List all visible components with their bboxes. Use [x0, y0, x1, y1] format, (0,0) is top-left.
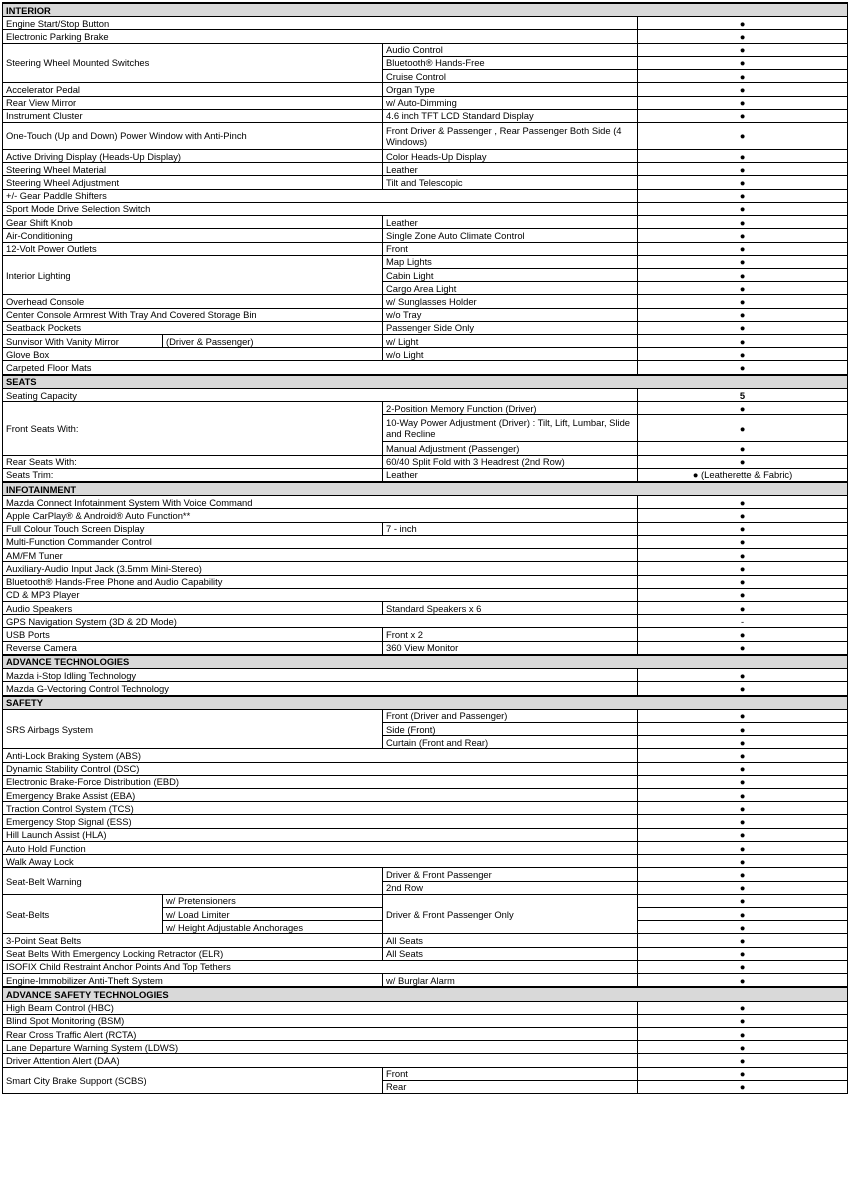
table-row [3, 17, 848, 30]
standard-mark: ● (Leatherette & Fabric) [638, 468, 848, 482]
feature-label: 3-Point Seat Belts [3, 934, 383, 947]
feature-label: Rear Cross Traffic Alert (RCTA) [3, 1027, 638, 1040]
feature-label: +/- Gear Paddle Shifters [3, 189, 638, 202]
feature-label: Interior Lighting [3, 255, 383, 295]
feature-detail: 2-Position Memory Function (Driver) [383, 402, 638, 415]
standard-mark: ● [638, 282, 848, 295]
section-header-advance-safety-technologies [3, 987, 848, 1001]
feature-label: Engine Start/Stop Button [3, 17, 638, 30]
feature-label: Rear Seats With: [3, 455, 383, 468]
standard-mark: ● [638, 628, 848, 641]
feature-detail: Leather [383, 216, 638, 229]
feature-label: Steering Wheel Material [3, 163, 383, 176]
standard-mark: ● [638, 815, 848, 828]
feature-detail: Rear [383, 1080, 638, 1093]
feature-detail: Driver & Front Passenger [383, 868, 638, 881]
table-row [3, 535, 848, 548]
feature-detail: w/ Burglar Alarm [383, 974, 638, 988]
table-row [3, 974, 848, 988]
feature-detail: Organ Type [383, 83, 638, 96]
table-row [3, 163, 848, 176]
table-row [3, 960, 848, 973]
standard-mark: ● [638, 736, 848, 749]
table-row [3, 202, 848, 215]
standard-mark: ● [638, 216, 848, 229]
feature-label: Traction Control System (TCS) [3, 802, 638, 815]
table-row [3, 709, 848, 722]
standard-mark: ● [638, 122, 848, 149]
table-row [3, 841, 848, 854]
table-row [3, 229, 848, 242]
feature-label: Full Colour Touch Screen Display [3, 522, 383, 535]
section-header-interior [3, 3, 848, 17]
section-header-safety [3, 696, 848, 710]
feature-label: Electronic Parking Brake [3, 30, 638, 43]
section-title: SAFETY [3, 696, 848, 710]
feature-detail: Cargo Area Light [383, 282, 638, 295]
table-row [3, 122, 848, 149]
table-row [3, 509, 848, 522]
feature-label: Emergency Stop Signal (ESS) [3, 815, 638, 828]
standard-mark: ● [638, 1054, 848, 1067]
table-row [3, 149, 848, 162]
feature-label: Steering Wheel Adjustment [3, 176, 383, 189]
standard-mark: ● [638, 43, 848, 56]
feature-detail: Tilt and Telescopic [383, 176, 638, 189]
feature-label: Multi-Function Commander Control [3, 535, 638, 548]
standard-mark: ● [638, 335, 848, 348]
table-row [3, 388, 848, 401]
standard-mark: ● [638, 308, 848, 321]
table-row [3, 789, 848, 802]
feature-label: Audio Speakers [3, 601, 383, 614]
standard-mark: ● [638, 641, 848, 655]
standard-mark: ● [638, 415, 848, 442]
feature-detail: Leather [383, 468, 638, 482]
standard-mark: ● [638, 202, 848, 215]
feature-detail: Front (Driver and Passenger) [383, 709, 638, 722]
feature-label: Engine-Immobilizer Anti-Theft System [3, 974, 383, 988]
standard-mark: ● [638, 96, 848, 109]
table-row [3, 361, 848, 375]
feature-detail: w/ Light [383, 335, 638, 348]
feature-label: Front Seats With: [3, 402, 383, 455]
table-row [3, 1027, 848, 1040]
feature-detail: All Seats [383, 947, 638, 960]
standard-mark: ● [638, 176, 848, 189]
standard-mark: ● [638, 522, 848, 535]
section-header-advance-technologies [3, 655, 848, 669]
standard-mark: ● [638, 348, 848, 361]
standard-mark: ● [638, 535, 848, 548]
table-row [3, 549, 848, 562]
section-header-seats [3, 375, 848, 389]
feature-label: Glove Box [3, 348, 383, 361]
feature-detail: w/o Tray [383, 308, 638, 321]
table-row [3, 615, 848, 628]
standard-mark: ● [638, 70, 848, 83]
feature-label: Bluetooth® Hands-Free Phone and Audio Capability [3, 575, 638, 588]
feature-label: Steering Wheel Mounted Switches [3, 43, 383, 83]
table-row [3, 402, 848, 415]
table-row [3, 255, 848, 268]
section-title: ADVANCE SAFETY TECHNOLOGIES [3, 987, 848, 1001]
feature-sub-label: w/ Pretensioners [163, 894, 383, 907]
feature-detail: w/ Auto-Dimming [383, 96, 638, 109]
standard-mark: ● [638, 881, 848, 894]
feature-label: Overhead Console [3, 295, 383, 308]
feature-label: Lane Departure Warning System (LDWS) [3, 1041, 638, 1054]
feature-label: Mazda Connect Infotainment System With Voice Command [3, 496, 638, 509]
standard-mark: ● [638, 321, 848, 334]
table-row [3, 934, 848, 947]
feature-label: Anti-Lock Braking System (ABS) [3, 749, 638, 762]
table-row [3, 868, 848, 881]
section-title: INFOTAINMENT [3, 482, 848, 496]
section-title: ADVANCE TECHNOLOGIES [3, 655, 848, 669]
standard-mark: ● [638, 669, 848, 682]
table-row [3, 30, 848, 43]
table-row [3, 96, 848, 109]
feature-label: Seat Belts With Emergency Locking Retractor (ELR) [3, 947, 383, 960]
table-row [3, 1054, 848, 1067]
standard-mark: ● [638, 562, 848, 575]
standard-mark: ● [638, 549, 848, 562]
table-row [3, 522, 848, 535]
feature-detail: Leather [383, 163, 638, 176]
feature-label: Smart City Brake Support (SCBS) [3, 1067, 383, 1093]
standard-mark: ● [638, 588, 848, 601]
standard-mark: ● [638, 828, 848, 841]
standard-mark: ● [638, 894, 848, 907]
feature-detail: Passenger Side Only [383, 321, 638, 334]
standard-mark: ● [638, 17, 848, 30]
table-row [3, 1067, 848, 1080]
table-row [3, 762, 848, 775]
feature-label: Accelerator Pedal [3, 83, 383, 96]
standard-mark: ● [638, 1001, 848, 1014]
standard-mark: ● [638, 934, 848, 947]
table-row [3, 468, 848, 482]
standard-mark: ● [638, 496, 848, 509]
table-row [3, 894, 848, 907]
table-row [3, 947, 848, 960]
feature-sub-label: (Driver & Passenger) [163, 335, 383, 348]
standard-mark: ● [638, 268, 848, 281]
table-row [3, 176, 848, 189]
standard-mark: ● [638, 1027, 848, 1040]
feature-label: Hill Launch Assist (HLA) [3, 828, 638, 841]
standard-mark: ● [638, 149, 848, 162]
feature-detail: Cruise Control [383, 70, 638, 83]
table-row [3, 189, 848, 202]
table-row [3, 749, 848, 762]
feature-detail: Side (Front) [383, 722, 638, 735]
table-row [3, 628, 848, 641]
feature-label: Reverse Camera [3, 641, 383, 655]
spec-table [2, 2, 848, 1094]
feature-label: Carpeted Floor Mats [3, 361, 638, 375]
table-row [3, 682, 848, 696]
feature-label: Mazda G-Vectoring Control Technology [3, 682, 638, 696]
feature-detail: Bluetooth® Hands-Free [383, 56, 638, 69]
table-row [3, 348, 848, 361]
standard-mark: ● [638, 868, 848, 881]
standard-mark: ● [638, 189, 848, 202]
table-row [3, 321, 848, 334]
feature-label: Gear Shift Knob [3, 216, 383, 229]
feature-detail: 60/40 Split Fold with 3 Headrest (2nd Row) [383, 455, 638, 468]
feature-detail: 4.6 inch TFT LCD Standard Display [383, 109, 638, 122]
table-row [3, 1001, 848, 1014]
feature-detail: All Seats [383, 934, 638, 947]
feature-label: Driver Attention Alert (DAA) [3, 1054, 638, 1067]
feature-sub-label: w/ Height Adjustable Anchorages [163, 921, 383, 934]
feature-label: Emergency Brake Assist (EBA) [3, 789, 638, 802]
table-row [3, 455, 848, 468]
table-row [3, 855, 848, 868]
feature-detail: Single Zone Auto Climate Control [383, 229, 638, 242]
feature-label: CD & MP3 Player [3, 588, 638, 601]
standard-mark: ● [638, 802, 848, 815]
feature-label: ISOFIX Child Restraint Anchor Points And Top Tethers [3, 960, 638, 973]
standard-mark: ● [638, 229, 848, 242]
feature-sub-label: w/ Load Limiter [163, 908, 383, 921]
standard-mark: ● [638, 83, 848, 96]
table-row [3, 641, 848, 655]
feature-detail: Front Driver & Passenger , Rear Passenger Both Side (4 Windows) [383, 122, 638, 149]
feature-label: Seat-Belts [3, 894, 163, 934]
feature-label: Walk Away Lock [3, 855, 638, 868]
feature-label: GPS Navigation System (3D & 2D Mode) [3, 615, 638, 628]
table-row [3, 242, 848, 255]
feature-detail: 10-Way Power Adjustment (Driver) : Tilt, Lift, Lumbar, Slide and Recline [383, 415, 638, 442]
feature-label: Dynamic Stability Control (DSC) [3, 762, 638, 775]
feature-label: Sport Mode Drive Selection Switch [3, 202, 638, 215]
standard-mark: ● [638, 601, 848, 614]
standard-mark: ● [638, 775, 848, 788]
table-row [3, 669, 848, 682]
table-row [3, 601, 848, 614]
standard-mark: ● [638, 974, 848, 988]
feature-label: Seat-Belt Warning [3, 868, 383, 894]
feature-label: Rear View Mirror [3, 96, 383, 109]
feature-detail: Front [383, 242, 638, 255]
table-row [3, 496, 848, 509]
feature-label: Air-Conditioning [3, 229, 383, 242]
feature-detail: 7 - inch [383, 522, 638, 535]
standard-mark: - [638, 615, 848, 628]
table-row [3, 1014, 848, 1027]
standard-mark: ● [638, 1041, 848, 1054]
standard-mark: ● [638, 56, 848, 69]
table-row [3, 308, 848, 321]
feature-label: Apple CarPlay® & Android® Auto Function** [3, 509, 638, 522]
feature-label: One-Touch (Up and Down) Power Window with Anti-Pinch [3, 122, 383, 149]
standard-mark: ● [638, 361, 848, 375]
feature-detail: 2nd Row [383, 881, 638, 894]
table-row [3, 83, 848, 96]
standard-mark: ● [638, 789, 848, 802]
standard-mark: ● [638, 682, 848, 696]
standard-mark: ● [638, 960, 848, 973]
feature-detail: Driver & Front Passenger Only [383, 894, 638, 934]
table-row [3, 1041, 848, 1054]
feature-detail: Front x 2 [383, 628, 638, 641]
table-row [3, 109, 848, 122]
feature-detail: Standard Speakers x 6 [383, 601, 638, 614]
standard-mark: ● [638, 1014, 848, 1027]
standard-mark: ● [638, 255, 848, 268]
table-row [3, 828, 848, 841]
standard-mark: ● [638, 442, 848, 455]
standard-mark: ● [638, 709, 848, 722]
standard-mark: ● [638, 908, 848, 921]
standard-mark: ● [638, 109, 848, 122]
section-title: SEATS [3, 375, 848, 389]
standard-mark: ● [638, 762, 848, 775]
feature-label: Center Console Armrest With Tray And Covered Storage Bin [3, 308, 383, 321]
feature-label: Electronic Brake-Force Distribution (EBD) [3, 775, 638, 788]
feature-label: AM/FM Tuner [3, 549, 638, 562]
feature-label: High Beam Control (HBC) [3, 1001, 638, 1014]
standard-mark: ● [638, 30, 848, 43]
feature-label: Auxiliary-Audio Input Jack (3.5mm Mini-Stereo) [3, 562, 638, 575]
standard-mark: ● [638, 509, 848, 522]
feature-detail: Color Heads-Up Display [383, 149, 638, 162]
table-row [3, 43, 848, 56]
feature-detail: w/ Sunglasses Holder [383, 295, 638, 308]
feature-detail: w/o Light [383, 348, 638, 361]
standard-mark: ● [638, 722, 848, 735]
feature-label: SRS Airbags System [3, 709, 383, 749]
table-row [3, 295, 848, 308]
table-row [3, 588, 848, 601]
standard-mark: ● [638, 455, 848, 468]
standard-mark: ● [638, 575, 848, 588]
standard-mark: ● [638, 1080, 848, 1093]
table-row [3, 775, 848, 788]
standard-mark: ● [638, 841, 848, 854]
standard-mark: ● [638, 1067, 848, 1080]
feature-label: Active Driving Display (Heads-Up Display) [3, 149, 383, 162]
feature-detail: Audio Control [383, 43, 638, 56]
feature-detail: Cabin Light [383, 268, 638, 281]
feature-label: Seatback Pockets [3, 321, 383, 334]
feature-label: Mazda i-Stop Idling Technology [3, 669, 638, 682]
standard-mark: 5 [638, 388, 848, 401]
feature-label: Sunvisor With Vanity Mirror [3, 335, 163, 348]
standard-mark: ● [638, 242, 848, 255]
table-row [3, 802, 848, 815]
section-title: INTERIOR [3, 3, 848, 17]
feature-detail: Front [383, 1067, 638, 1080]
table-row [3, 815, 848, 828]
feature-label: USB Ports [3, 628, 383, 641]
feature-detail: Map Lights [383, 255, 638, 268]
table-row [3, 335, 848, 348]
standard-mark: ● [638, 947, 848, 960]
table-row [3, 216, 848, 229]
standard-mark: ● [638, 163, 848, 176]
section-header-infotainment [3, 482, 848, 496]
standard-mark: ● [638, 921, 848, 934]
table-row [3, 562, 848, 575]
feature-label: Seats Trim: [3, 468, 383, 482]
standard-mark: ● [638, 855, 848, 868]
feature-label: Blind Spot Monitoring (BSM) [3, 1014, 638, 1027]
feature-label: Instrument Cluster [3, 109, 383, 122]
feature-detail: 360 View Monitor [383, 641, 638, 655]
standard-mark: ● [638, 295, 848, 308]
feature-detail: Curtain (Front and Rear) [383, 736, 638, 749]
feature-label: Auto Hold Function [3, 841, 638, 854]
feature-label: 12-Volt Power Outlets [3, 242, 383, 255]
standard-mark: ● [638, 402, 848, 415]
table-row [3, 575, 848, 588]
feature-label: Seating Capacity [3, 388, 638, 401]
feature-detail: Manual Adjustment (Passenger) [383, 442, 638, 455]
standard-mark: ● [638, 749, 848, 762]
